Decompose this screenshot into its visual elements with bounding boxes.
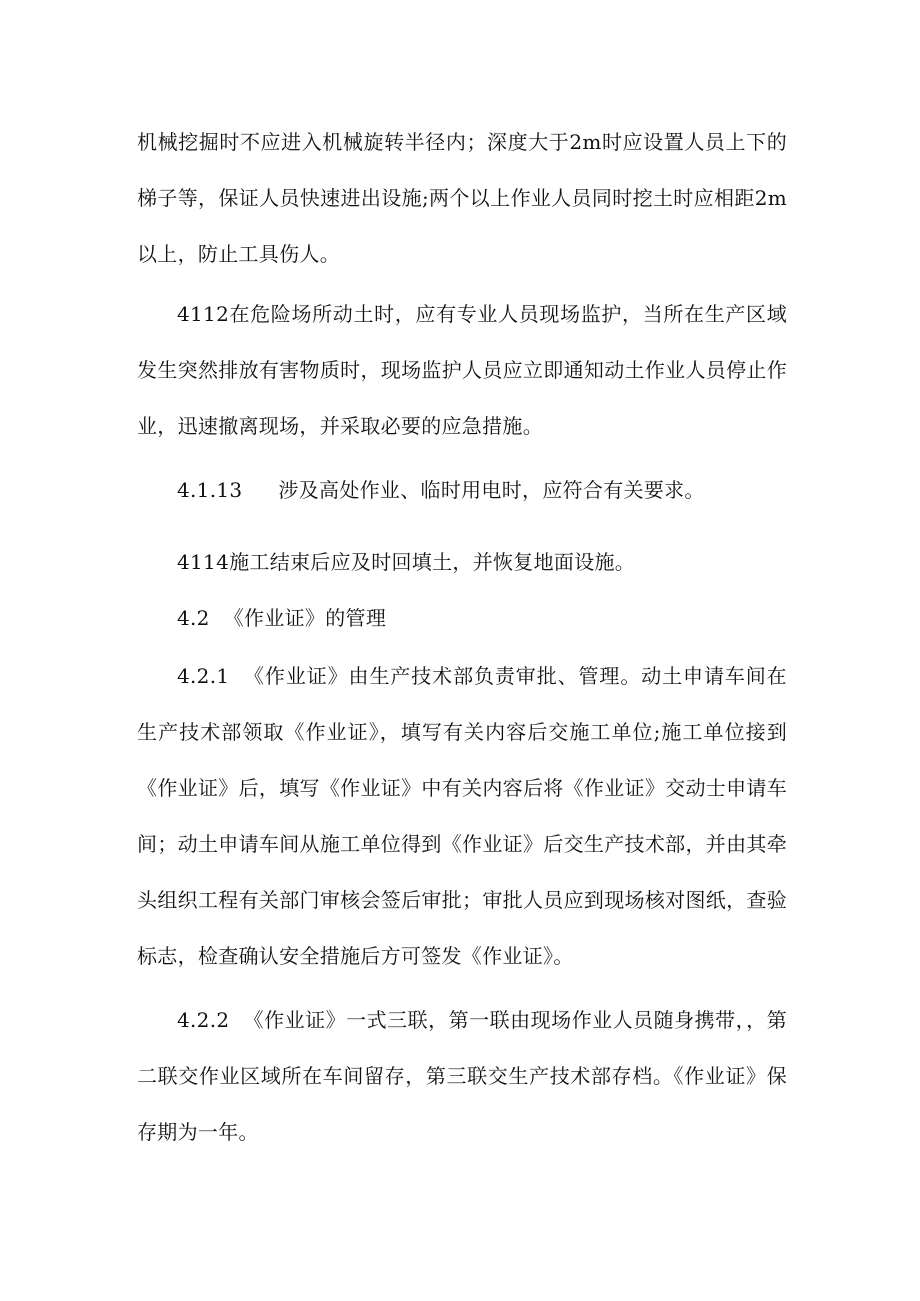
section-heading-4-2 [137, 590, 787, 646]
paragraph-text: 《作业证》由生产技术部负责审批、管理。动土申请车间在生产技术部领取《作业证》，填写有关内容后交施工单位;施工单位接到《作业证》后，填写《作业证》中有关内容后将《作业证》交动士申请车间；动土申请车间从施工单位得到《作业证》后交生产技术部，并由其牵头组织工程有关部门审核会签后审批；审批人员应到现场核对图纸，查验标志，检查确认安全措施后方可签发《作业证》。 [137, 664, 787, 968]
paragraph-4-1-13 [137, 462, 787, 518]
paragraph-text: 《作业证》一式三联，第一联由现场作业人员随身携带，，第二联交作业区域所在车间留存，第三联交生产技术部存档。《作业证》保存期为一年。 [137, 1008, 787, 1144]
paragraph-excavation-safety: 机械挖掘时不应进入机械旋转半径内；深度大于2m时应设置人员上下的梯子等，保证人员快速进出设施;两个以上作业人员同时挖土时应相距2m以上，防止工具伤人。 [137, 130, 787, 266]
paragraph-4114-backfill: 4114施工结束后应及时回填土，并恢复地面设施。 [177, 550, 636, 574]
section-number: 4.2 [177, 606, 210, 630]
section-number: 4.2.2 [177, 1008, 230, 1032]
section-number: 4.1.13 [177, 478, 243, 502]
section-title: 《作业证》的管理 [223, 606, 387, 630]
paragraph-text: 涉及高处作业、临时用电时，应符合有关要求。 [278, 478, 705, 502]
paragraph-4-2-2 [137, 992, 787, 1160]
paragraph-4112-hazard-monitoring: 4112在危险场所动土时，应有专业人员现场监护，当所在生产区域发生突然排放有害物质时，现场监护人员应立即通知动土作业人员停止作业，迅速撤离现场，并采取必要的应急措施。 [137, 302, 787, 438]
paragraph-4-2-1 [137, 648, 787, 984]
section-number: 4.2.1 [177, 664, 230, 688]
